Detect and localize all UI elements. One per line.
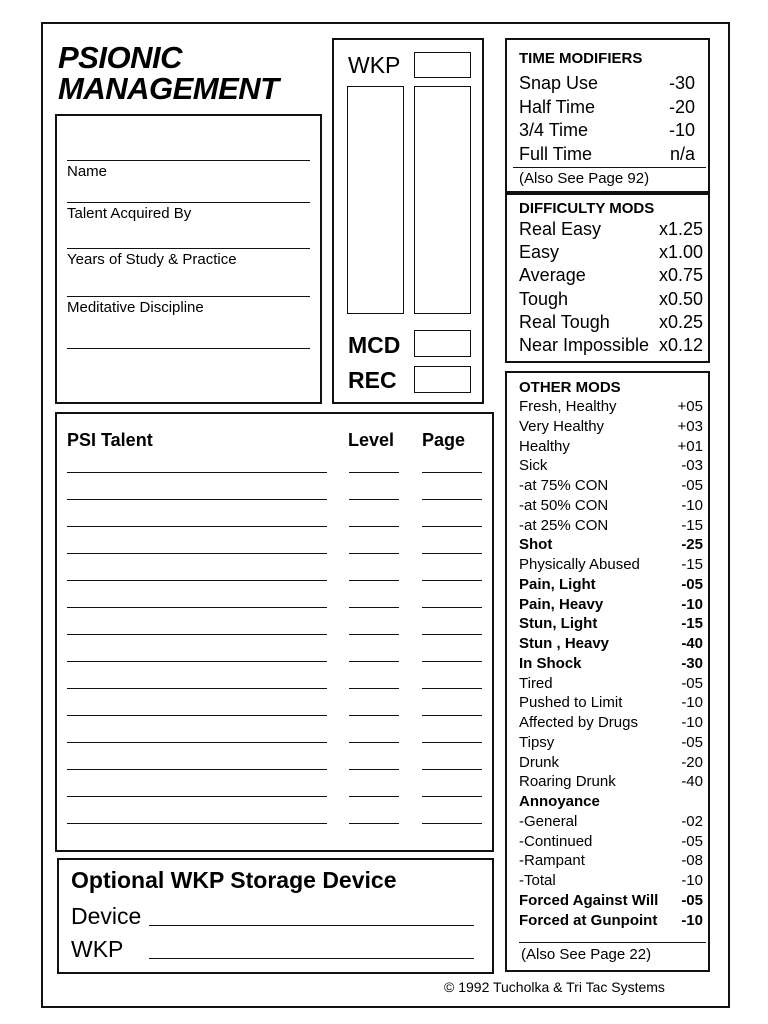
time-mod-value: -20 — [668, 96, 695, 117]
other-mods-divider — [519, 942, 706, 943]
time-mod-row — [519, 73, 695, 94]
meditative-label: Meditative Discipline — [67, 299, 204, 316]
other-mod-label: Pain, Heavy — [519, 595, 604, 613]
info-box — [55, 114, 322, 404]
difficulty-mod-value: x0.75 — [658, 265, 703, 286]
other-mod-row — [519, 714, 703, 731]
talent-level-line[interactable] — [349, 499, 399, 500]
talent-page-line[interactable] — [422, 472, 482, 473]
other-mod-value: -10 — [681, 694, 703, 712]
other-mod-value: -10 — [681, 872, 703, 889]
page-title-line1: PSIONIC — [58, 40, 182, 75]
difficulty-mod-label: Average — [519, 265, 586, 286]
other-mod-value: -15 — [681, 516, 703, 534]
other-mod-row — [519, 457, 703, 474]
device-line[interactable] — [149, 925, 474, 926]
difficulty-mod-label: Near Impossible — [519, 335, 650, 355]
difficulty-mod-row — [519, 289, 703, 310]
difficulty-mod-row — [519, 265, 703, 286]
other-mod-label: -at 25% CON — [519, 516, 609, 534]
time-mods-note: (Also See Page 92) — [519, 170, 650, 187]
difficulty-mod-value: x1.25 — [658, 219, 703, 239]
other-mod-row — [519, 734, 703, 751]
talent-acquired-label: Talent Acquired By — [67, 205, 192, 222]
other-mod-row — [519, 556, 703, 573]
talent-level-line[interactable] — [349, 661, 399, 662]
other-mod-value: -10 — [681, 911, 703, 929]
time-mod-row — [519, 144, 695, 165]
col-page-header: Page — [422, 430, 466, 450]
col-talent-header: PSI Talent — [67, 430, 153, 450]
other-mods-title: OTHER MODS — [519, 379, 621, 396]
other-mods-box — [505, 371, 710, 972]
talent-page-line[interactable] — [422, 688, 482, 689]
time-mod-row — [519, 97, 695, 118]
other-mod-row — [519, 477, 703, 494]
wkp-value-box[interactable] — [414, 52, 471, 78]
difficulty-mods-rows — [519, 219, 703, 359]
other-mod-row — [519, 813, 703, 830]
talent-acquired-line[interactable] — [67, 202, 310, 203]
other-mod-label: Affected by Drugs — [519, 714, 638, 731]
other-mod-label: Pushed to Limit — [519, 694, 623, 712]
other-mod-label: -at 50% CON — [519, 496, 609, 514]
time-mods-rows — [519, 73, 695, 173]
other-mod-label: Sick — [519, 457, 548, 475]
other-mod-row — [519, 655, 703, 672]
other-mod-row — [519, 536, 703, 553]
other-mod-row — [519, 517, 703, 534]
wkp-box — [332, 38, 484, 404]
difficulty-mod-row — [519, 242, 703, 263]
other-mod-value: -05 — [681, 832, 703, 850]
talent-table — [55, 412, 494, 852]
talent-name-line[interactable] — [67, 769, 327, 770]
talent-level-line[interactable] — [349, 634, 399, 635]
talent-page-line[interactable] — [422, 742, 482, 743]
difficulty-mod-value: x0.12 — [658, 335, 703, 355]
talent-level-line[interactable] — [349, 715, 399, 716]
other-mod-label: Shot — [519, 536, 553, 554]
other-mod-value: -05 — [681, 575, 703, 593]
difficulty-mod-row — [519, 312, 703, 333]
time-mod-value: n/a — [669, 143, 695, 164]
other-mod-value: -05 — [681, 477, 703, 494]
other-mod-value: +03 — [677, 417, 703, 435]
talent-page-line[interactable] — [422, 661, 482, 662]
talent-name-line[interactable] — [67, 796, 327, 797]
other-mod-value: +01 — [677, 437, 703, 455]
talent-name-line[interactable] — [67, 715, 327, 716]
talent-name-line[interactable] — [67, 472, 327, 473]
other-mod-value: -30 — [681, 654, 703, 672]
talent-name-line[interactable] — [67, 742, 327, 743]
time-mod-label: Full Time — [519, 143, 593, 164]
other-mod-row — [519, 497, 703, 514]
other-mod-value: -03 — [681, 457, 703, 475]
difficulty-mod-value: x0.25 — [658, 311, 703, 332]
difficulty-mod-value: x1.00 — [658, 242, 703, 263]
other-mod-label: Stun , Heavy — [519, 635, 610, 652]
other-mod-row — [519, 398, 703, 415]
talent-page-line[interactable] — [422, 769, 482, 770]
talent-level-line[interactable] — [349, 769, 399, 770]
difficulty-mod-row — [519, 335, 703, 356]
other-mod-value: -05 — [681, 891, 703, 909]
mcd-label: MCD — [348, 332, 401, 358]
other-mod-value: -05 — [681, 674, 703, 692]
other-mod-label: Tipsy — [519, 733, 555, 751]
talent-page-line[interactable] — [422, 553, 482, 554]
other-mod-label: In Shock — [519, 654, 582, 672]
other-mod-label: -General — [519, 812, 578, 830]
device-label: Device — [71, 903, 142, 929]
other-mod-value: -08 — [681, 852, 703, 870]
storage-wkp-line[interactable] — [149, 958, 474, 959]
time-mods-divider — [513, 167, 706, 168]
other-mod-label: Drunk — [519, 753, 560, 771]
other-mod-label: Physically Abused — [519, 556, 640, 573]
time-mod-label: Half Time — [519, 96, 596, 117]
talent-name-line[interactable] — [67, 634, 327, 635]
other-mod-value: -05 — [681, 733, 703, 751]
other-mod-row — [519, 438, 703, 455]
difficulty-mods-box — [505, 193, 710, 363]
talent-page-line[interactable] — [422, 499, 482, 500]
mcd-value-box[interactable] — [414, 330, 471, 357]
other-mod-value: -20 — [681, 753, 703, 771]
other-mod-label: -Continued — [519, 832, 593, 850]
other-mod-value: -10 — [681, 714, 703, 731]
talent-name-line[interactable] — [67, 607, 327, 608]
other-mod-value: -40 — [681, 635, 703, 652]
time-mods-box — [505, 38, 710, 193]
talent-level-line[interactable] — [349, 823, 399, 824]
other-mod-value: -10 — [681, 496, 703, 514]
time-mod-row — [519, 120, 695, 141]
other-mod-row — [519, 635, 703, 652]
meditative-answer-line[interactable] — [67, 348, 310, 349]
talent-name-line[interactable] — [67, 526, 327, 527]
name-label: Name — [67, 163, 108, 180]
other-mod-label: Healthy — [519, 437, 570, 455]
rec-value-box[interactable] — [414, 366, 471, 393]
difficulty-mod-value: x0.50 — [658, 288, 703, 309]
other-mod-row — [519, 754, 703, 771]
difficulty-mod-row — [519, 219, 703, 240]
talent-level-line[interactable] — [349, 742, 399, 743]
other-mod-value: -02 — [681, 812, 703, 830]
other-mod-row — [519, 852, 703, 869]
time-mod-label: 3/4 Time — [519, 120, 589, 140]
other-mods-note: (Also See Page 22) — [521, 946, 652, 963]
other-mod-label: -at 75% CON — [519, 477, 609, 494]
other-mod-row — [519, 596, 703, 613]
talent-page-line[interactable] — [422, 715, 482, 716]
name-line[interactable] — [67, 160, 310, 161]
other-mod-value: +05 — [677, 398, 703, 415]
talent-name-line[interactable] — [67, 661, 327, 662]
years-study-label: Years of Study & Practice — [67, 251, 237, 268]
copyright: © 1992 Tucholka & Tri Tac Systems — [444, 979, 665, 995]
talent-level-line[interactable] — [349, 607, 399, 608]
other-mod-value: -40 — [681, 773, 703, 791]
other-mod-label: -Rampant — [519, 852, 585, 870]
other-mod-row — [519, 615, 703, 632]
time-mod-value: -30 — [668, 73, 695, 93]
talent-level-line[interactable] — [349, 526, 399, 527]
difficulty-mod-label: Tough — [519, 288, 569, 309]
other-mod-value: -15 — [681, 556, 703, 573]
talent-level-line[interactable] — [349, 688, 399, 689]
talent-page-line[interactable] — [422, 634, 482, 635]
talent-level-line[interactable] — [349, 553, 399, 554]
time-mod-value: -10 — [668, 120, 695, 140]
talent-name-line[interactable] — [67, 688, 327, 689]
storage-title: Optional WKP Storage Device — [71, 867, 397, 893]
difficulty-mods-title: DIFFICULTY MODS — [519, 200, 655, 217]
other-mod-row — [519, 418, 703, 435]
other-mod-label: Forced at Gunpoint — [519, 911, 658, 929]
other-mod-label: Pain, Light — [519, 575, 596, 593]
wkp-track-left[interactable] — [347, 86, 404, 314]
talent-page-line[interactable] — [422, 526, 482, 527]
other-mod-label: Tired — [519, 674, 553, 692]
other-mod-row — [519, 773, 703, 790]
wkp-label: WKP — [348, 52, 401, 78]
time-mods-title: TIME MODIFIERS — [519, 50, 643, 67]
difficulty-mod-label: Real Tough — [519, 311, 610, 332]
storage-wkp-label: WKP — [71, 936, 124, 962]
other-mod-row — [519, 576, 703, 593]
other-mod-row — [519, 793, 703, 810]
talent-page-line[interactable] — [422, 580, 482, 581]
years-study-line[interactable] — [67, 248, 310, 249]
talent-level-line[interactable] — [349, 472, 399, 473]
talent-page-line[interactable] — [422, 607, 482, 608]
talent-name-line[interactable] — [67, 823, 327, 824]
wkp-track-right[interactable] — [414, 86, 471, 314]
other-mod-value: -25 — [681, 536, 703, 554]
other-mod-row — [519, 872, 703, 889]
difficulty-mod-label: Easy — [519, 242, 560, 263]
meditative-line[interactable] — [67, 296, 310, 297]
other-mod-row — [519, 912, 703, 929]
time-mod-label: Snap Use — [519, 73, 599, 93]
other-mod-value: -15 — [681, 615, 703, 633]
other-mod-label: Stun, Light — [519, 615, 598, 633]
other-mods-rows — [519, 398, 703, 938]
other-mod-row — [519, 694, 703, 711]
rec-label: REC — [348, 367, 397, 393]
other-mod-label: Fresh, Healthy — [519, 398, 617, 415]
storage-box — [57, 858, 494, 974]
other-mod-value: -10 — [681, 595, 703, 613]
talent-page-line[interactable] — [422, 796, 482, 797]
other-mod-label: Very Healthy — [519, 417, 605, 435]
page-title-line2: MANAGEMENT — [58, 71, 279, 106]
talent-page-line[interactable] — [422, 823, 482, 824]
other-mod-row — [519, 892, 703, 909]
talent-level-line[interactable] — [349, 796, 399, 797]
difficulty-mod-label: Real Easy — [519, 219, 602, 239]
talent-name-line[interactable] — [67, 580, 327, 581]
other-mod-label: Forced Against Will — [519, 891, 659, 909]
talent-name-line[interactable] — [67, 553, 327, 554]
other-mod-label: Roaring Drunk — [519, 773, 616, 791]
col-level-header: Level — [348, 430, 395, 450]
talent-name-line[interactable] — [67, 499, 327, 500]
other-mod-label: -Total — [519, 872, 556, 889]
talent-level-line[interactable] — [349, 580, 399, 581]
other-mod-row — [519, 833, 703, 850]
other-mod-row — [519, 675, 703, 692]
other-mod-label: Annoyance — [519, 793, 600, 810]
